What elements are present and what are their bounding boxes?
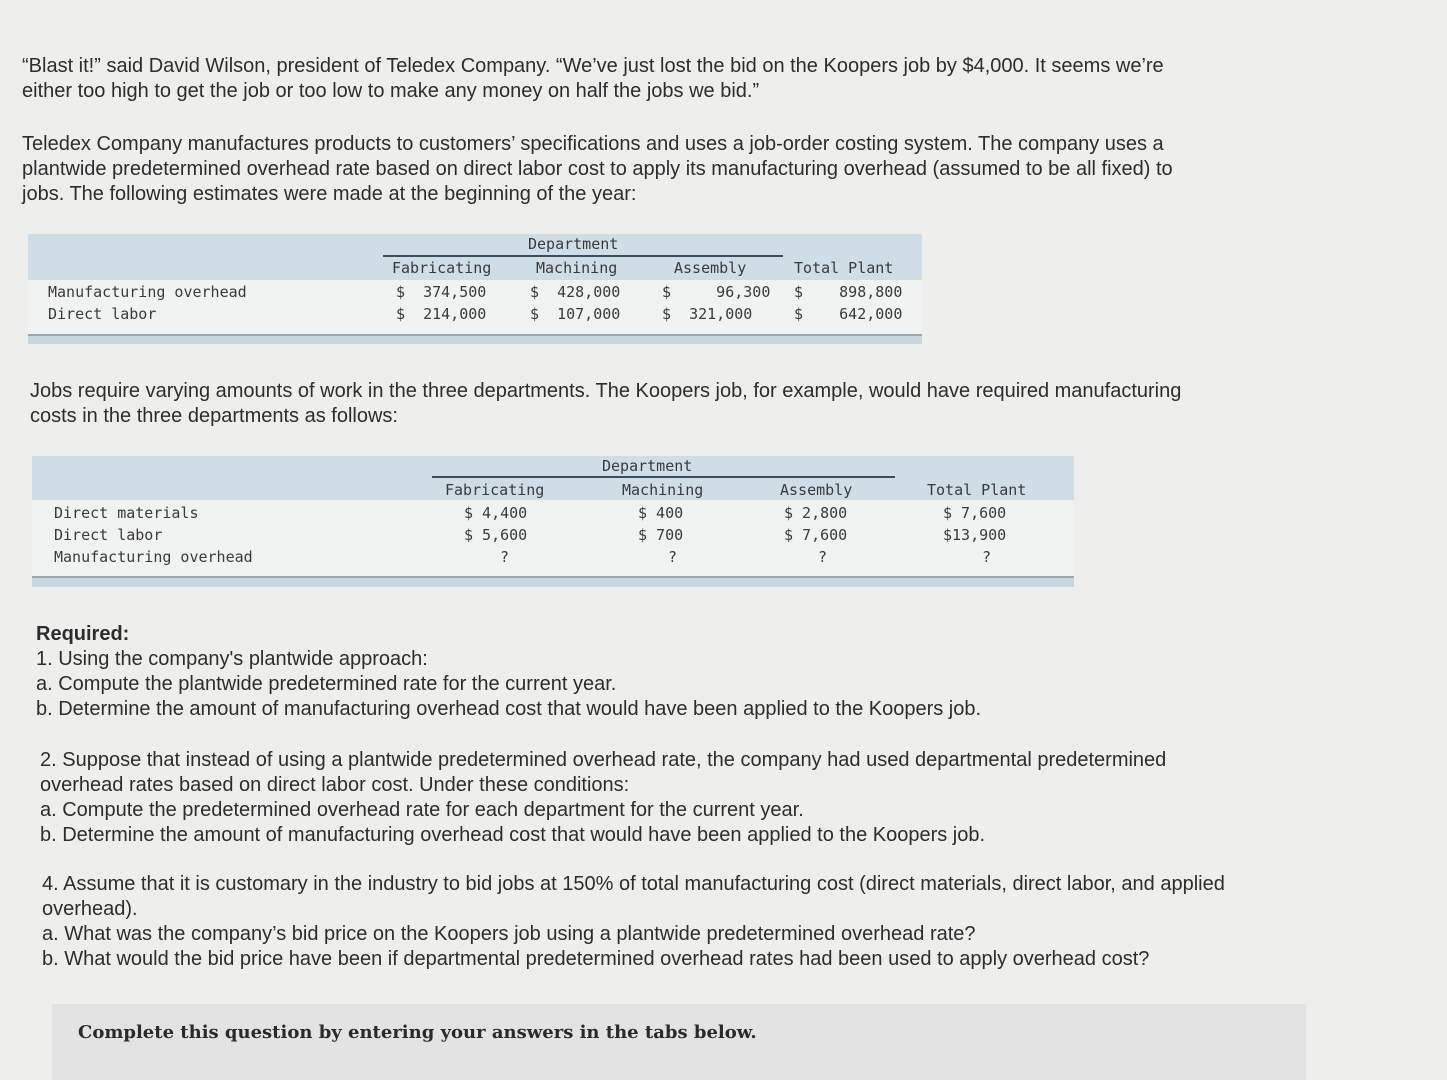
estimates-table	[28, 234, 922, 344]
estimates-overhead-machining: $ 428,000	[530, 283, 621, 301]
complete-question-instruction: Complete this question by entering your answers in the tabs below.	[78, 1022, 757, 1043]
koopers-labor-machining: $ 700	[638, 526, 684, 544]
koopers-table	[32, 456, 1074, 588]
estimates-col-total-plant: Total Plant	[794, 259, 894, 277]
koopers-row-label-manufacturing-overhead: Manufacturing overhead	[54, 548, 253, 566]
estimates-labor-machining: $ 107,000	[530, 305, 621, 323]
estimates-col-assembly: Assembly	[674, 259, 747, 277]
estimates-col-machining: Machining	[536, 259, 618, 277]
estimates-department-header: Department	[528, 235, 619, 253]
required-q1b: b. Determine the amount of manufacturing overhead cost that would have been applied to the Koopers job.	[36, 698, 982, 720]
koopers-table-bottom-rule	[32, 576, 1074, 587]
required-section	[36, 622, 981, 722]
required-q4-block	[42, 872, 1225, 972]
koopers-materials-fabricating: $ 4,400	[464, 504, 528, 522]
description-paragraph	[22, 132, 1173, 207]
jobs-line-1: Jobs require varying amounts of work in the three departments. The Koopers job, for example, would have required manufacturing	[30, 380, 1182, 402]
description-line-1: Teledex Company manufactures products to customers’ specifications and uses a job-order costing system. The company uses a	[22, 133, 1164, 155]
koopers-overhead-machining: ?	[668, 548, 678, 566]
koopers-overhead-assembly: ?	[818, 548, 828, 566]
required-q4b: b. What would the bid price have been if departmental predetermined overhead rates had been used to apply overhead cost?	[42, 948, 1150, 970]
required-q4a: a. What was the company’s bid price on the Koopers job using a plantwide predetermined overhead rate?	[42, 923, 976, 945]
koopers-table-header-band	[32, 456, 1074, 500]
koopers-labor-fabricating: $ 5,600	[464, 526, 528, 544]
koopers-overhead-fabricating: ?	[500, 548, 510, 566]
koopers-materials-machining: $ 400	[638, 504, 684, 522]
estimates-table-bottom-rule	[28, 334, 922, 344]
required-q4-line-1: 4. Assume that it is customary in the industry to bid jobs at 150% of total manufacturing cost (direct materials, direct labor, and applied	[42, 873, 1225, 895]
intro-line-2: either too high to get the job or too low to make any money on half the jobs we bid.”	[22, 80, 760, 102]
intro-paragraph	[22, 54, 1164, 104]
estimates-department-rule	[383, 255, 783, 257]
required-q1: 1. Using the company's plantwide approach:	[36, 648, 428, 670]
description-line-2: plantwide predetermined overhead rate based on direct labor cost to apply its manufacturing overhead (assumed to be all fixed) to	[22, 158, 1173, 180]
required-q2-line-2: overhead rates based on direct labor cost. Under these conditions:	[40, 774, 630, 796]
koopers-materials-assembly: $ 2,800	[784, 504, 848, 522]
koopers-col-total-plant: Total Plant	[927, 481, 1027, 499]
intro-line-1: “Blast it!” said David Wilson, president of Teledex Company. “We’ve just lost the bid on the Koopers job by $4,000. It seems we’re	[22, 55, 1164, 77]
koopers-department-header: Department	[602, 457, 693, 475]
estimates-row-label-direct-labor: Direct labor	[48, 305, 157, 323]
description-line-3: jobs. The following estimates were made at the beginning of the year:	[22, 183, 637, 205]
koopers-col-assembly: Assembly	[780, 481, 853, 499]
estimates-col-fabricating: Fabricating	[392, 259, 492, 277]
estimates-row-label-overhead: Manufacturing overhead	[48, 283, 247, 301]
answer-tabs-panel	[52, 1004, 1306, 1080]
required-q2-line-1: 2. Suppose that instead of using a plantwide predetermined overhead rate, the company had used departmental predetermined	[40, 749, 1167, 771]
estimates-overhead-assembly: $ 96,300	[662, 283, 771, 301]
estimates-labor-total: $ 642,000	[794, 305, 903, 323]
required-q4-line-2: overhead).	[42, 898, 138, 920]
jobs-paragraph	[30, 379, 1181, 429]
koopers-overhead-total: ?	[982, 548, 992, 566]
koopers-col-fabricating: Fabricating	[445, 481, 545, 499]
koopers-row-label-direct-materials: Direct materials	[54, 504, 199, 522]
jobs-line-2: costs in the three departments as follows:	[30, 405, 398, 427]
koopers-col-machining: Machining	[622, 481, 704, 499]
estimates-labor-fabricating: $ 214,000	[396, 305, 487, 323]
koopers-labor-assembly: $ 7,600	[784, 526, 848, 544]
koopers-department-rule	[432, 476, 895, 478]
required-q2-block	[40, 748, 1166, 848]
required-q1a: a. Compute the plantwide predetermined rate for the current year.	[36, 673, 617, 695]
required-title: Required:	[36, 623, 130, 645]
estimates-overhead-fabricating: $ 374,500	[396, 283, 487, 301]
required-q2a: a. Compute the predetermined overhead rate for each department for the current year.	[40, 799, 804, 821]
koopers-materials-total: $ 7,600	[943, 504, 1007, 522]
koopers-labor-total: $13,900	[943, 526, 1007, 544]
estimates-overhead-total: $ 898,800	[794, 283, 903, 301]
required-q2b: b. Determine the amount of manufacturing overhead cost that would have been applied to the Koopers job.	[40, 824, 986, 846]
estimates-labor-assembly: $ 321,000	[662, 305, 753, 323]
koopers-row-label-direct-labor: Direct labor	[54, 526, 163, 544]
